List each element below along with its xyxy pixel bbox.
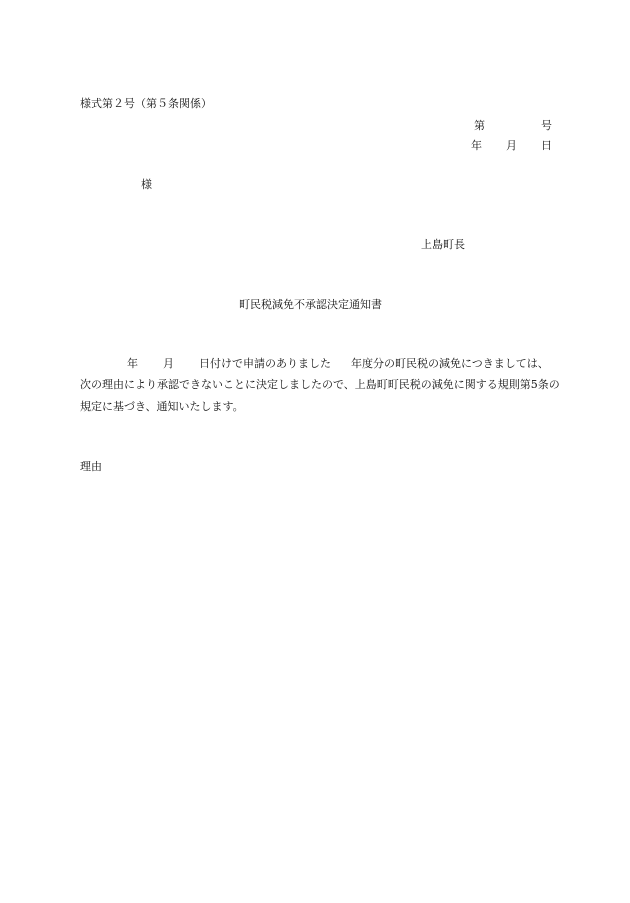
application-date-month: 月 bbox=[163, 357, 174, 370]
document-number-prefix: 第 bbox=[474, 119, 485, 132]
form-number-label: 様式第２号（第５条関係） bbox=[80, 97, 212, 110]
application-date-day-text: 日付けで申請のありました bbox=[199, 357, 331, 370]
issue-date-month: 月 bbox=[506, 139, 517, 152]
document-title: 町民税減免不承認決定通知書 bbox=[239, 298, 382, 311]
reason-label: 理由 bbox=[80, 460, 102, 473]
body-line-2: 次の理由により承認できないことに決定しましたので、上島町町民税の減免に関する規則第5条の bbox=[80, 378, 560, 391]
application-date-year: 年 bbox=[127, 357, 138, 370]
issuer-name: 上島町長 bbox=[421, 238, 465, 251]
fiscal-year-text: 年度分の町民税の減免につきましては、 bbox=[351, 357, 549, 370]
issue-date-day: 日 bbox=[541, 139, 552, 152]
issue-date-year: 年 bbox=[471, 139, 482, 152]
document-number-suffix: 号 bbox=[541, 119, 552, 132]
addressee-honorific: 様 bbox=[141, 178, 152, 191]
body-line-3: 規定に基づき、通知いたします。 bbox=[80, 400, 244, 413]
